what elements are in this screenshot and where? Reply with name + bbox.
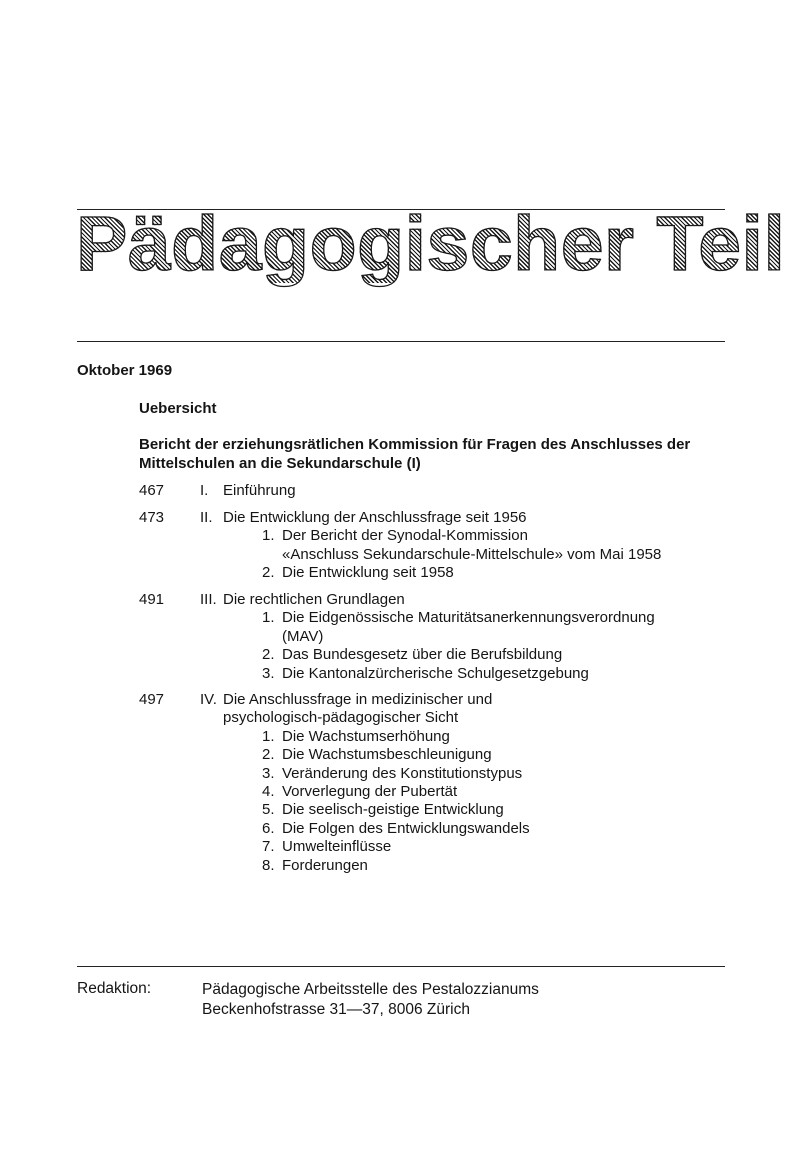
report-title	[139, 435, 739, 473]
toc-subitem-text	[282, 609, 732, 646]
toc-subitem-line: Forderungen	[282, 856, 368, 874]
toc-heading-line: Die Entwicklung der Anschlussfrage seit 1956	[223, 509, 527, 526]
toc-chapter-heading	[223, 691, 643, 728]
toc-heading-line: Die rechtlichen Grundlagen	[223, 591, 405, 608]
toc-subitem-text	[282, 765, 732, 783]
toc-page-number: 467	[139, 482, 165, 499]
toc-chapter-numeral: I.	[200, 482, 209, 499]
toc-subitem-text	[282, 783, 732, 801]
toc-subitem-line: «Anschluss Sekundarschule-Mittelschule» vom Mai 1958	[282, 545, 662, 563]
toc-heading-line: Einführung	[223, 482, 296, 499]
toc-chapter-heading	[223, 591, 643, 609]
toc-subitem-text	[282, 838, 732, 856]
editorial-label: Redaktion:	[77, 980, 152, 997]
toc-subitem-line: Vorverlegung der Pubertät	[282, 783, 458, 800]
issue-date: Oktober 1969	[77, 362, 173, 379]
toc-subitem-number: 3.	[262, 764, 275, 782]
editorial-office: Pädagogische Arbeitsstelle des Pestalozzianums	[202, 981, 539, 998]
title-bottom-rule	[77, 341, 725, 342]
toc-subitem-text	[282, 646, 732, 664]
editorial-street: Beckenhofstrasse 31—37, 8006 Zürich	[202, 1001, 470, 1018]
toc-subitem-number: 2.	[262, 646, 275, 664]
toc-subitem-text	[282, 857, 732, 875]
toc-subitem-line: Die Wachstumserhöhung	[282, 727, 450, 745]
toc-subitem-line: Die Eidgenössische Maturitätsanerkennungsverordnung	[282, 609, 655, 627]
toc-subitem-line: Veränderung des Konstitutionstypus	[282, 764, 523, 782]
toc-subitem-line: Die Wachstumsbeschleunigung	[282, 746, 492, 764]
toc-page-number: 473	[139, 509, 165, 526]
toc-chapter-numeral: III.	[200, 591, 217, 608]
toc-heading-line: Die Anschlussfrage in medizinischer und	[223, 691, 493, 708]
toc-chapter-numeral: IV.	[200, 691, 217, 708]
toc-subitem-text	[282, 801, 732, 819]
toc-subitem-line: Die Entwicklung seit 1958	[282, 564, 454, 582]
page-title: Pädagogischer Teil	[76, 201, 786, 287]
toc-subitem-line: Die Kantonalzürcherische Schulgesetzgebung	[282, 664, 589, 682]
overview-heading: Uebersicht	[139, 400, 217, 417]
toc-chapter-numeral: II.	[200, 509, 213, 526]
toc-subitem-number: 4.	[262, 783, 275, 800]
toc-subitem-line: Der Bericht der Synodal-Kommission	[282, 527, 528, 545]
toc-subitem-line: Die Folgen des Entwicklungswandels	[282, 819, 530, 837]
footer-rule	[77, 966, 725, 967]
toc-subitem-line: Umwelteinflüsse	[282, 838, 392, 856]
toc-subitem-text	[282, 564, 732, 582]
toc-heading-line: psychologisch-pädagogischer Sicht	[223, 709, 459, 727]
toc-subitem-number: 3.	[262, 664, 275, 682]
toc-subitem-number: 2.	[262, 564, 275, 582]
toc-subitem-number: 8.	[262, 856, 275, 874]
report-title-line: Bericht der erziehungsrätlichen Kommission für Fragen des Anschlusses der	[139, 436, 691, 453]
toc-subitem-text	[282, 527, 732, 564]
toc-page-number: 497	[139, 691, 165, 708]
toc-subitem-number: 1.	[262, 727, 275, 745]
toc-subitem-text	[282, 728, 732, 746]
toc-subitem-line: Das Bundesgesetz über die Berufsbildung	[282, 646, 563, 664]
toc-subitem-number: 1.	[262, 527, 275, 545]
toc-subitem-number: 6.	[262, 819, 275, 837]
toc-chapter-heading	[223, 509, 643, 527]
toc-page-number: 491	[139, 591, 165, 608]
editorial-address	[202, 980, 539, 1020]
toc-subitem-number: 7.	[262, 838, 275, 856]
toc-subitem-number: 2.	[262, 746, 275, 764]
toc-chapter-heading	[223, 482, 643, 500]
toc-subitem-line: (MAV)	[282, 627, 324, 645]
toc-subitem-line: Die seelisch-geistige Entwicklung	[282, 801, 504, 819]
report-title-line: Mittelschulen an die Sekundarschule (I)	[139, 455, 421, 472]
toc-subitem-number: 5.	[262, 801, 275, 819]
toc-subitem-text	[282, 746, 732, 764]
toc-subitem-text	[282, 820, 732, 838]
toc-subitem-text	[282, 665, 732, 683]
toc-subitem-number: 1.	[262, 609, 275, 627]
